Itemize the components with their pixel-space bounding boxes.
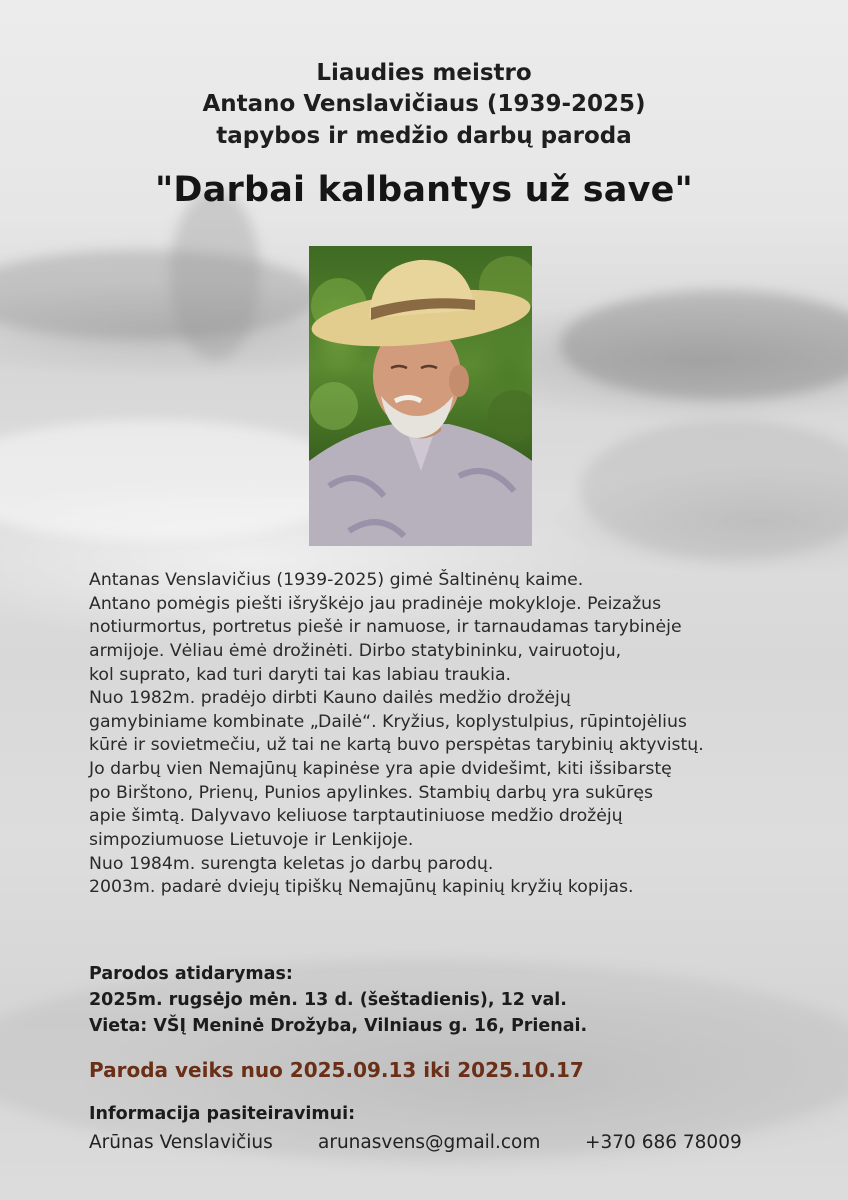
portrait-illustration [309, 246, 532, 546]
title-line-3: tapybos ir medžio darbų paroda [216, 123, 632, 149]
info-heading: Informacija pasiteiravimui: [89, 1104, 356, 1124]
exhibition-dates: Paroda veiks nuo 2025.09.13 iki 2025.10.17 [89, 1058, 584, 1082]
bio-line: kol suprato, kad turi daryti tai kas labiau traukia. [89, 664, 512, 685]
bio-line: 2003m. padarė dviejų tipiškų Nemajūnų kapinių kryžių kopijas. [89, 877, 634, 898]
opening-details [89, 961, 587, 1039]
bio-line: po Birštono, Prienų, Punios apylinkes. Stambių darbų yra sukūręs [89, 782, 653, 803]
opening-heading: Parodos atidarymas: [89, 964, 293, 984]
opening-date: 2025m. rugsėjo mėn. 13 d. (šeštadienis), 12 val. [89, 990, 567, 1010]
contact-email[interactable]: arunasvens@gmail.com [318, 1132, 541, 1153]
title-line-1: Liaudies meistro [316, 60, 532, 86]
opening-venue: Vieta: VŠĮ Meninė Drožyba, Vilniaus g. 16, Prienai. [89, 1016, 588, 1036]
contact-phone[interactable]: +370 686 78009 [585, 1132, 742, 1153]
background-painting-hill-right [560, 290, 848, 400]
exhibition-title: "Darbai kalbantys už save" [155, 170, 693, 210]
background-painting-field-right [580, 420, 848, 560]
bio-line: notiurmortus, portretus piešė ir namuose, ir tarnaudamas tarybinėje [89, 617, 682, 638]
bio-line: Antanas Venslavičius (1939-2025) gimė Šaltinėnų kaime. [89, 570, 584, 590]
bio-line: Nuo 1984m. surengta keletas jo darbų parodų. [89, 853, 494, 874]
title-line-2: Antano Venslavičiaus (1939-2025) [202, 91, 646, 117]
bio-line: Antano pomėgis piešti išryškėjo jau pradinėje mokykloje. Peizažus [89, 593, 662, 614]
artist-portrait-photo [309, 246, 532, 546]
bio-line: apie šimtą. Dalyvavo keliuose tarptautiniuose medžio drožėjų [89, 806, 623, 827]
bio-line: simpoziumuose Lietuvoje ir Lenkijoje. [89, 830, 414, 851]
background-painting-tree-left [170, 190, 260, 360]
contact-name: Arūnas Venslavičius [89, 1132, 273, 1153]
artist-biography [89, 569, 779, 900]
background-painting-field [0, 420, 360, 540]
bio-line: gamybiniame kombinate „Dailė“. Kryžius, koplystulpius, rūpintojėlius [89, 711, 687, 732]
background-painting [0, 250, 320, 340]
bio-line: kūrė ir sovietmečiu, už tai ne kartą buvo perspėtas tarybinių aktyvistų. [89, 735, 704, 756]
bio-line: armijoje. Vėliau ėmė drožinėti. Dirbo statybininku, vairuotoju, [89, 640, 622, 661]
bio-line: Nuo 1982m. pradėjo dirbti Kauno dailės medžio drožėjų [89, 688, 571, 709]
bio-line: Jo darbų vien Nemajūnų kapinėse yra apie dvidešimt, kiti išsibarstę [89, 759, 672, 780]
